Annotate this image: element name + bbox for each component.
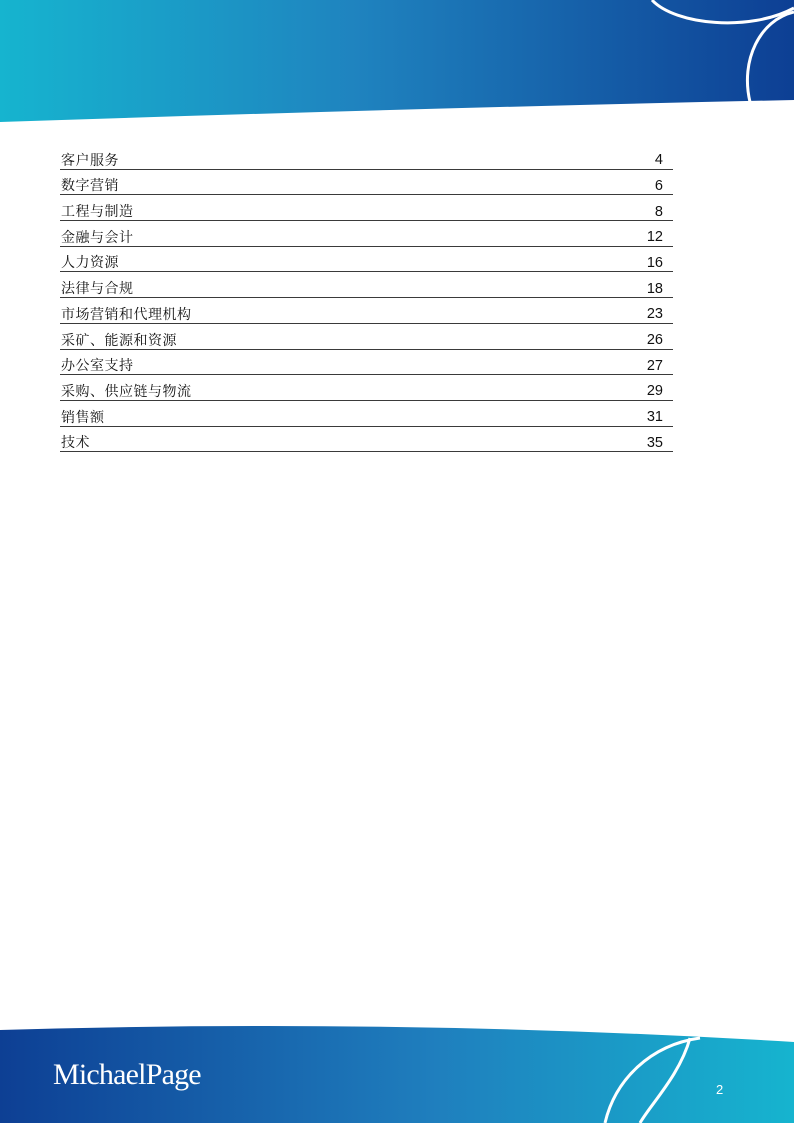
toc-entry-title: 数字营销 [61, 178, 119, 195]
toc-entry[interactable] [60, 375, 673, 401]
toc-entry-page: 8 [654, 203, 663, 220]
toc-entry-page: 16 [646, 254, 663, 271]
toc-entry[interactable] [60, 144, 673, 170]
toc-entry-title: 工程与制造 [61, 204, 134, 221]
toc-entry-page: 31 [646, 409, 663, 426]
toc-entry[interactable] [60, 272, 673, 298]
toc-entry[interactable] [60, 298, 673, 324]
toc-entry-page: 12 [646, 229, 663, 246]
toc-entry-title: 金融与会计 [61, 229, 134, 246]
table-of-contents [60, 144, 673, 452]
toc-entry-title: 办公室支持 [61, 358, 134, 375]
toc-entry-title: 采矿、能源和资源 [61, 332, 177, 349]
toc-entry-page: 4 [654, 152, 663, 169]
toc-entry[interactable] [60, 170, 673, 196]
toc-entry-page: 18 [646, 280, 663, 297]
toc-entry[interactable] [60, 324, 673, 350]
toc-entry-page: 6 [654, 177, 663, 194]
toc-entry-page: 23 [646, 306, 663, 323]
michael-page-logo: MichaelPage [53, 1058, 201, 1091]
toc-entry-title: 法律与合规 [61, 281, 134, 298]
toc-entry[interactable] [60, 195, 673, 221]
toc-entry[interactable] [60, 401, 673, 427]
header-banner [0, 0, 794, 130]
toc-entry-title: 采购、供应链与物流 [61, 383, 192, 400]
toc-entry[interactable] [60, 427, 673, 453]
toc-entry-page: 29 [646, 383, 663, 400]
toc-entry[interactable] [60, 221, 673, 247]
toc-entry-title: 客户服务 [61, 152, 119, 169]
toc-entry-page: 26 [646, 332, 663, 348]
toc-entry-page: 35 [646, 434, 663, 451]
toc-entry-title: 市场营销和代理机构 [61, 306, 192, 323]
toc-entry[interactable] [60, 350, 673, 376]
toc-entry-page: 27 [646, 357, 663, 374]
toc-entry-title: 销售额 [61, 409, 105, 426]
toc-entry[interactable] [60, 247, 673, 273]
page-number: 2 [716, 1082, 724, 1097]
toc-entry-title: 人力资源 [61, 255, 119, 272]
toc-entry-title: 技术 [61, 435, 90, 452]
